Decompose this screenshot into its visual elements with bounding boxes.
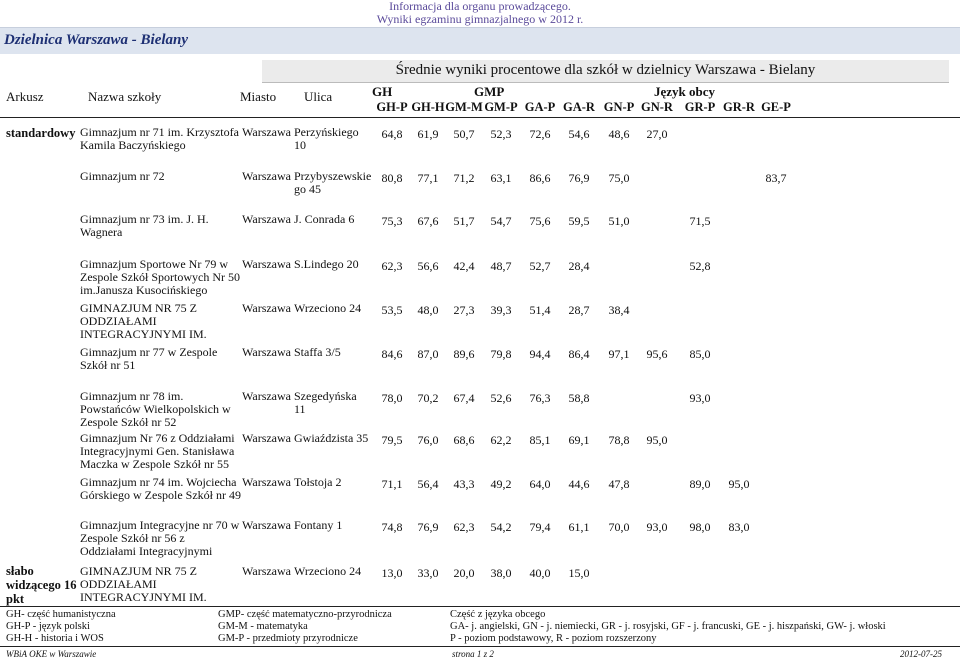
score-gm-p: 62,2 [490, 433, 512, 447]
score-gr-p: 89,0 [689, 477, 711, 491]
header-subject-ga-p: GA-P [524, 100, 556, 114]
header-group-gmp: GMP [474, 84, 505, 99]
score-ga-p: 40,0 [529, 566, 551, 580]
score-ga-r: 54,6 [568, 127, 590, 141]
score-ga-r: 44,6 [568, 477, 590, 491]
score-ga-p: 51,4 [529, 303, 551, 317]
school-name: Gimnazjum Integracyjne nr 70 w Zespole Szkół nr 56 z Oddziałami Integracyjnymi [80, 518, 240, 558]
score-gm-m: 43,3 [453, 477, 475, 491]
school-street: Fontany 1 [294, 518, 343, 532]
header-subject-ge-p: GE-P [761, 100, 791, 114]
score-gn-r: 93,0 [646, 520, 668, 534]
header-subject-gr-r: GR-R [723, 100, 755, 114]
header-subject-gh-h: GH-H [411, 100, 445, 114]
score-gh-p: 71,1 [381, 477, 403, 491]
score-ga-r: 28,4 [568, 259, 590, 273]
score-gh-h: 77,1 [417, 171, 439, 185]
score-ga-r: 15,0 [568, 566, 590, 580]
header-subject-ga-r: GA-R [563, 100, 595, 114]
score-gr-p: 98,0 [689, 520, 711, 534]
score-gm-p: 48,7 [490, 259, 512, 273]
score-gm-p: 39,3 [490, 303, 512, 317]
score-gn-p: 38,4 [608, 303, 630, 317]
score-gm-m: 27,3 [453, 303, 475, 317]
school-name: Gimnazjum nr 72 [80, 169, 165, 183]
score-gh-h: 76,0 [417, 433, 439, 447]
header-street: Ulica [304, 89, 333, 104]
score-gm-m: 20,0 [453, 566, 475, 580]
score-gm-m: 71,2 [453, 171, 475, 185]
score-gr-r: 95,0 [728, 477, 750, 491]
notice-line-2: Wyniki egzaminu gimnazjalnego w 2012 r. [376, 12, 584, 26]
header-subject-gh-p: GH-P [376, 100, 408, 114]
school-city: Warszawa [242, 475, 292, 489]
school-street: Perzyńskiego 10 [294, 125, 359, 152]
score-gn-p: 70,0 [608, 520, 630, 534]
score-ga-r: 58,8 [568, 391, 590, 405]
score-ga-r: 59,5 [568, 214, 590, 228]
school-city: Warszawa [242, 257, 292, 271]
header-school: Nazwa szkoły [88, 89, 162, 104]
score-gm-p: 38,0 [490, 566, 512, 580]
score-ge-p: 83,7 [765, 171, 787, 185]
score-gm-m: 51,7 [453, 214, 475, 228]
score-gm-m: 67,4 [453, 391, 475, 405]
score-ga-p: 85,1 [529, 433, 551, 447]
score-gh-h: 48,0 [417, 303, 439, 317]
score-gh-p: 75,3 [381, 214, 403, 228]
legend-gmp: GMP- część matematyczno-przyrodnicza GM-M - matematyka GM-P - przedmioty przyrodnicze [218, 609, 392, 644]
school-city: Warszawa [242, 212, 292, 226]
header-city: Miasto [240, 89, 277, 104]
score-gh-p: 78,0 [381, 391, 403, 405]
score-ga-r: 61,1 [568, 520, 590, 534]
score-gn-p: 48,6 [608, 127, 630, 141]
score-gr-p: 93,0 [689, 391, 711, 405]
school-street: Szegedyńska 11 [294, 389, 357, 416]
score-ga-p: 64,0 [529, 477, 551, 491]
score-gh-p: 80,8 [381, 171, 403, 185]
school-name: Gimnazjum nr 73 im. J. H. Wagnera [80, 212, 209, 239]
school-name: Gimnazjum Nr 76 z Oddziałami Integracyjnymi Gen. Stanisława Maczka w Zespole Szkół nr 55 [80, 431, 235, 471]
school-street: Przybyszewskie go 45 [294, 169, 372, 196]
header-arkusz: Arkusz [6, 89, 44, 104]
score-ga-p: 86,6 [529, 171, 551, 185]
score-gm-p: 49,2 [490, 477, 512, 491]
score-gh-p: 64,8 [381, 127, 403, 141]
score-gn-r: 95,0 [646, 433, 668, 447]
score-ga-r: 69,1 [568, 433, 590, 447]
score-gh-h: 70,2 [417, 391, 439, 405]
score-gh-p: 62,3 [381, 259, 403, 273]
score-gh-h: 76,9 [417, 520, 439, 534]
score-ga-p: 79,4 [529, 520, 551, 534]
score-gh-h: 56,4 [417, 477, 439, 491]
school-street: Wrzeciono 24 [294, 564, 362, 578]
score-gm-p: 63,1 [490, 171, 512, 185]
school-city: Warszawa [242, 431, 292, 445]
legend-divider [0, 606, 960, 607]
score-ga-p: 94,4 [529, 347, 551, 361]
score-gm-m: 50,7 [453, 127, 475, 141]
score-gh-p: 79,5 [381, 433, 403, 447]
school-name: GIMNAZJUM NR 75 Z ODDZIAŁAMI INTEGRACYJNYMI IM. [80, 564, 207, 604]
score-gh-h: 56,6 [417, 259, 439, 273]
score-gr-p: 52,8 [689, 259, 711, 273]
category-standard: standardowy [6, 126, 76, 140]
score-gn-p: 78,8 [608, 433, 630, 447]
school-city: Warszawa [242, 301, 292, 315]
school-name: GIMNAZJUM NR 75 Z ODDZIAŁAMI INTEGRACYJNYMI IM. [80, 301, 207, 341]
score-gm-m: 42,4 [453, 259, 475, 273]
header-divider [0, 117, 960, 118]
score-gn-r: 27,0 [646, 127, 668, 141]
score-gh-p: 13,0 [381, 566, 403, 580]
header-subject-gn-r: GN-R [641, 100, 673, 114]
score-gn-p: 97,1 [608, 347, 630, 361]
legend-language: Część z języka obcego GA- j. angielski, GN - j. niemiecki, GR - j. rosyjski, GF - j. francuski, GE - j. hiszpański, GW- j. włoski P - poziom podstawowy, R - poziom rozszerzony [450, 609, 886, 644]
score-gn-p: 51,0 [608, 214, 630, 228]
region-title: Dzielnica Warszawa - Bielany [4, 32, 189, 48]
header-subject-gn-p: GN-P [603, 100, 635, 114]
score-gh-h: 87,0 [417, 347, 439, 361]
region-title-band [0, 27, 960, 54]
school-street: Wrzeciono 24 [294, 301, 362, 315]
score-gm-m: 62,3 [453, 520, 475, 534]
score-gh-p: 53,5 [381, 303, 403, 317]
score-ga-p: 75,6 [529, 214, 551, 228]
school-city: Warszawa [242, 125, 292, 139]
school-city: Warszawa [242, 564, 292, 578]
score-ga-r: 76,9 [568, 171, 590, 185]
score-gm-m: 68,6 [453, 433, 475, 447]
score-gn-p: 47,8 [608, 477, 630, 491]
school-street: Tołstoja 2 [294, 475, 342, 489]
score-gm-m: 89,6 [453, 347, 475, 361]
header-subject-gm-m: GM-M [445, 100, 483, 114]
score-gh-h: 33,0 [417, 566, 439, 580]
score-gm-p: 52,6 [490, 391, 512, 405]
school-street: Staffa 3/5 [294, 345, 341, 359]
school-city: Warszawa [242, 518, 292, 532]
legend-gh: GH- część humanistyczna GH-P - język polski GH-H - historia i WOS [6, 609, 116, 644]
score-gh-h: 61,9 [417, 127, 439, 141]
score-gh-h: 67,6 [417, 214, 439, 228]
notice-line-1: Informacja dla organu prowadzącego. [389, 0, 571, 13]
footer-page: strona 1 z 2 [452, 649, 494, 659]
header-subject-gr-p: GR-P [684, 100, 716, 114]
header-group-gh: GH [372, 84, 393, 99]
school-street: S.Lindego 20 [294, 257, 359, 271]
footer-divider [0, 646, 960, 647]
footer-left: WBiA OKE w Warszawie [6, 649, 97, 659]
school-city: Warszawa [242, 389, 292, 403]
score-gr-p: 71,5 [689, 214, 711, 228]
score-gh-p: 74,8 [381, 520, 403, 534]
score-ga-p: 72,6 [529, 127, 551, 141]
score-gm-p: 54,7 [490, 214, 512, 228]
score-ga-p: 76,3 [529, 391, 551, 405]
school-city: Warszawa [242, 345, 292, 359]
school-name: Gimnazjum nr 78 im. Powstańców Wielkopolskich w Zespole Szkół nr 52 [80, 389, 231, 429]
school-city: Warszawa [242, 169, 292, 183]
score-gr-r: 83,0 [728, 520, 750, 534]
school-street: Gwiaździsta 35 [294, 431, 369, 445]
score-ga-r: 28,7 [568, 303, 590, 317]
table-title-band [262, 60, 949, 83]
score-gm-p: 79,8 [490, 347, 512, 361]
score-gr-p: 85,0 [689, 347, 711, 361]
school-name: Gimnazjum nr 77 w Zespole Szkół nr 51 [80, 345, 218, 372]
header-subject-gm-p: GM-P [484, 100, 518, 114]
school-street: J. Conrada 6 [294, 212, 355, 226]
score-gm-p: 54,2 [490, 520, 512, 534]
header-group-language: Język obcy [654, 84, 716, 99]
notice-banner [0, 0, 960, 26]
score-gh-p: 84,6 [381, 347, 403, 361]
school-name: Gimnazjum nr 71 im. Krzysztofa Kamila Baczyńskiego [80, 125, 239, 152]
score-ga-r: 86,4 [568, 347, 590, 361]
score-gm-p: 52,3 [490, 127, 512, 141]
school-name: Gimnazjum nr 74 im. Wojciecha Górskiego w Zespole Szkół nr 49 [80, 475, 241, 502]
table-title: Średnie wyniki procentowe dla szkół w dzielnicy Warszawa - Bielany [395, 62, 816, 78]
footer-date: 2012-07-25 [900, 649, 942, 659]
score-gn-p: 75,0 [608, 171, 630, 185]
category-weak-vision: słabo widzącego 16 pkt [6, 564, 77, 606]
score-gn-r: 95,6 [646, 347, 668, 361]
score-ga-p: 52,7 [529, 259, 551, 273]
school-name: Gimnazjum Sportowe Nr 79 w Zespole Szkół Sportowych Nr 50 im.Janusza Kusocińskiego [80, 257, 240, 297]
